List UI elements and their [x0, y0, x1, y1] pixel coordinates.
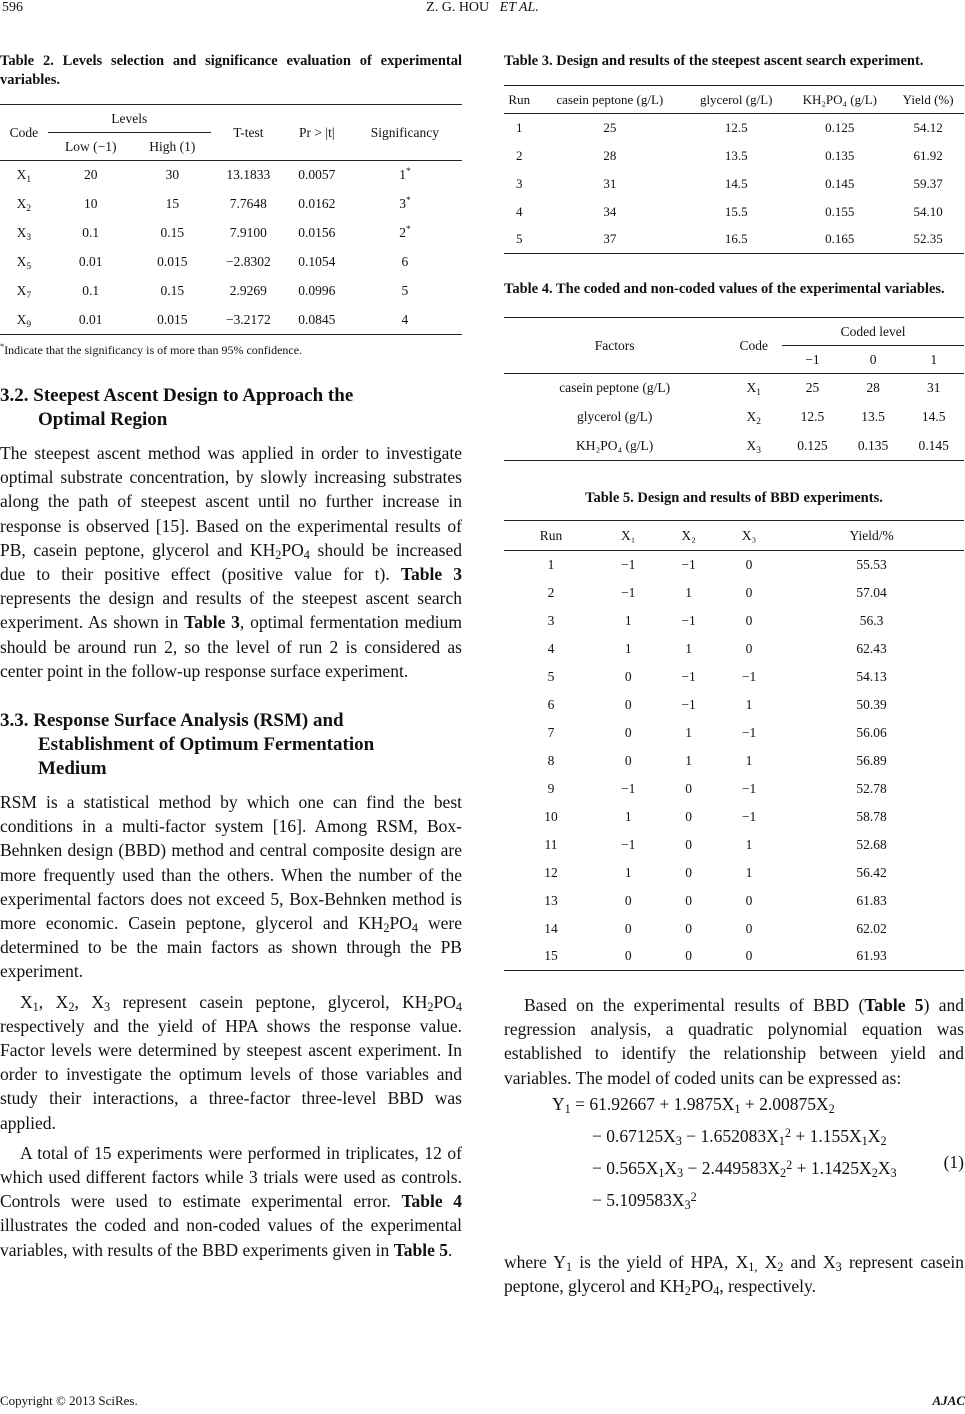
table4-cell-plus1: 14.5 [921, 409, 946, 424]
table2-cell-ttest: 2.9269 [229, 283, 267, 298]
section-3-3-heading [0, 709, 462, 781]
table2-cell-significancy: 1* [399, 167, 411, 183]
table5-cell-run: 8 [547, 752, 555, 768]
table3-caption: Table 3. Design and results of the steepest ascent search experiment. [504, 53, 924, 69]
table2-cell-ttest: −3.2172 [225, 311, 271, 327]
table4-cell-zero: 0.135 [857, 437, 889, 453]
table3-cell-glycerol: 14.5 [724, 175, 748, 191]
table2-cell-code: $X_2$ [16, 196, 32, 214]
left-column [0, 52, 462, 1262]
table5-cell-x3: −1 [741, 668, 757, 684]
table4-cell-minus1: 25 [805, 380, 820, 396]
table5-cell-x2: 1 [685, 640, 692, 656]
table4-header-coded-level: Coded level [782, 318, 964, 346]
table3-cell-run: 1 [516, 119, 523, 135]
table2-cell-ttest: −2.8302 [225, 254, 271, 269]
table5-row [504, 607, 964, 635]
table4-cell-zero: 28 [866, 380, 880, 396]
table2-header-levels: Levels [48, 105, 211, 133]
table5-cell-run: 2 [547, 584, 555, 600]
table5-cell-x2: −1 [681, 612, 696, 628]
table3-header-glycerol: glycerol (g/L) [699, 91, 773, 107]
table3-row [504, 198, 964, 226]
table3-cell-run: 5 [516, 231, 523, 247]
section-3-2-title-line1: 3.2. Steepest Ascent Design to Approach the [0, 385, 354, 406]
section-3-3-title-line3: Medium [38, 758, 107, 780]
table5-cell-x3: 1 [745, 836, 753, 852]
table2-cell-pr: 0.0057 [298, 167, 336, 183]
table5-cell-x3: 0 [745, 948, 753, 964]
table5-cell-run: 5 [547, 668, 555, 684]
table5-row [504, 803, 964, 831]
running-head-author: Z. G. HOU [426, 0, 490, 15]
table2-cell-code: $X_3$ [16, 225, 32, 243]
table2-row [0, 277, 462, 306]
page-number: 596 [2, 0, 23, 15]
table2-cell-code: $X_9$ [16, 311, 32, 330]
table5-cell-yield: 56.42 [856, 864, 887, 880]
table5-cell-x1: −1 [621, 836, 636, 852]
section-3-3-paragraph-1: RSM is a statistical method by which one can find the best conditions in a multi-factor system [16]. Among RSM, Box-Behnken design (BBD) method and central composite design are more frequently used than the others. When the number of the experimental factors does not exceed 5, Box-Behnken method is more economic. Casein peptone, glycerol and $KH_2PO_4$ were determined to be the main factors as shown through the PB experiment. [0, 792, 462, 982]
table5-cell-run: 9 [547, 780, 555, 796]
table3-cell-kh2po4: 0.135 [825, 147, 855, 163]
table4-cell-zero: 13.5 [861, 409, 885, 424]
table5-cell-x2: 0 [685, 920, 692, 936]
running-head [0, 0, 965, 16]
table3-cell-casein: 28 [603, 147, 617, 163]
table5-cell-x3: 0 [745, 584, 753, 600]
table2-cell-ttest: 7.9100 [229, 225, 267, 240]
footnote-star: * [0, 342, 5, 351]
table5-cell-yield: 62.43 [856, 640, 887, 656]
table2-cell-high: 0.15 [160, 283, 185, 298]
table2-cell-low: 0.1 [82, 283, 100, 298]
table2-cell-high: 15 [165, 196, 180, 211]
table3-header-casein: casein peptone (g/L) [556, 91, 664, 107]
table2-cell-low: 10 [83, 196, 98, 211]
table5-cell-x1: 0 [624, 668, 632, 684]
right-paragraph-2: where $Y_1$ is the yield of HPA, $X_{1,}$ $X_2$ and $X_3$ represent casein peptone, glycerol and $KH_2PO_4$, respectively. [504, 1251, 964, 1299]
table5-cell-x3: 0 [745, 640, 753, 656]
table4-header-minus1: −1 [805, 351, 820, 367]
table3-cell-glycerol: 16.5 [724, 231, 748, 247]
table5-cell-x3: −1 [741, 780, 757, 796]
table5-cell-x1: −1 [621, 780, 636, 796]
table5-header-x3: X₃ [741, 527, 757, 543]
table3-cell-run: 4 [516, 203, 523, 219]
journal-name: AJAC [932, 1393, 965, 1408]
table4-row [504, 374, 964, 403]
table5-cell-x2: 1 [685, 584, 692, 600]
table5-cell-yield: 56.3 [859, 612, 884, 628]
section-3-2-title-line2: Optimal Region [38, 409, 168, 430]
right-column [504, 52, 964, 1298]
table5-row [504, 915, 964, 943]
table5-row [504, 635, 964, 663]
table4-header-plus1: 1 [930, 351, 938, 367]
table3 [504, 85, 964, 254]
table2-cell-ttest: 13.1833 [226, 167, 271, 183]
table3-cell-kh2po4: 0.125 [825, 119, 855, 135]
table2-cell-high: 0.015 [157, 311, 188, 327]
running-head-etal: ET AL. [499, 0, 539, 15]
table5-cell-x3: 1 [745, 864, 753, 880]
table5-cell-run: 7 [547, 724, 555, 740]
table5-cell-yield: 62.02 [856, 920, 887, 936]
equation-1: $Y_1 = 61.92667 + 1.9875X_1 + 2.00875X_2$ − $0.67125X_3 - 1.652083X_1^2 + 1.155X_1X_2$ − $0.565X_1X_3 - 2.449583X_2^2 + 1.1425X_2X_3$ − $5.109583X_3^2$ (1) [552, 1093, 964, 1212]
table5-cell-yield: 58.78 [856, 808, 887, 824]
section-3-3-paragraph-2: $X_1$, $X_2$, $X_3$ represent casein peptone, glycerol, $KH_2PO_4$ respectively and the yield of HPA shows the response value. Factor levels were determined by steepest ascent experiment. In order to investigate the optimum levels of those variables and study their interactions, a three-factor three-level BBD was applied. [0, 991, 462, 1133]
table5-row [504, 775, 964, 803]
table4 [504, 317, 964, 461]
table3-row [504, 114, 964, 142]
table5-cell-yield: 52.68 [856, 836, 887, 852]
table5-cell-x3: −1 [741, 808, 757, 824]
table5-cell-yield: 61.93 [856, 948, 887, 964]
table2-header-pr: Pr > |t| [299, 124, 335, 140]
table5-cell-run: 4 [547, 640, 555, 656]
table3-cell-yield: 59.37 [913, 175, 943, 191]
section-3-2-heading [0, 384, 462, 432]
table3-row [504, 170, 964, 198]
table5-row [504, 831, 964, 859]
section-3-3-paragraph-3: A total of 15 experiments were performed in triplicates, 12 of which used different factors while 3 trials were used as controls. Controls were used to estimate experimental error. Table 4 illustrates the coded and non-coded values of the experimental variables, with results of the BBD experiments given in Table 5. [0, 1142, 462, 1260]
table4-cell-code: $X_2$ [746, 409, 761, 427]
table5-row [504, 719, 964, 747]
section-3-2-paragraph: The steepest ascent method was applied in order to investigate optimal substrate concentration, by slowly increasing substrates along the path of steepest ascent until no further increase in response is observed [15]. Based on the experimental results of PB, casein peptone, glycerol and $KH_2PO_4$ should be increased due to their positive effect (positive value for t). Table 3 represents the design and results of the steepest ascent search experiment. As shown in Table 3, optimal fermentation medium should be around run 2, so the level of run 2 is considered as center point in the follow-up response surface experiment. [0, 443, 463, 681]
table4-row [504, 403, 964, 432]
table2-cell-low: 20 [83, 167, 98, 183]
table5-cell-x1: 0 [624, 696, 632, 712]
table3-header-yield: Yield (%) [902, 91, 954, 107]
table5-cell-x1: 1 [624, 612, 632, 628]
table5-cell-x1: −1 [621, 556, 636, 572]
table5-cell-yield: 56.89 [856, 752, 887, 768]
table3-cell-casein: 31 [603, 175, 617, 191]
table5-row [504, 859, 964, 887]
table3-cell-kh2po4: 0.165 [825, 231, 855, 247]
table2-header-significancy: Significancy [370, 124, 440, 140]
table2-cell-pr: 0.0156 [298, 225, 336, 240]
table5-cell-x1: 0 [624, 920, 632, 936]
table4-cell-code: $X_1$ [746, 380, 761, 399]
table5-cell-x3: 0 [745, 920, 753, 936]
table5-cell-x3: 0 [745, 612, 753, 628]
right-paragraph-1: Based on the experimental results of BBD (Table 5) and regression analysis, a quadratic polynomial equation was established to identify the relationship between yield and variables. The model of coded units can be expressed as: [504, 995, 964, 1088]
table5-cell-x2: 1 [685, 724, 692, 740]
table5-cell-x2: −1 [681, 696, 696, 712]
table2-cell-low: 0.01 [78, 311, 103, 327]
table4-caption: Table 4. The coded and non-coded values of the experimental variables. [504, 281, 945, 297]
table3-cell-yield: 54.10 [913, 203, 943, 219]
table5-cell-x2: −1 [681, 556, 696, 572]
table5-cell-run: 12 [544, 864, 558, 880]
table5-cell-yield: 54.13 [856, 668, 887, 684]
table5-cell-x3: 0 [745, 892, 753, 908]
table2-cell-significancy: 2* [399, 225, 411, 240]
copyright: Copyright © 2013 SciRes. [0, 1393, 138, 1408]
table5-cell-run: 11 [544, 836, 558, 852]
table5-cell-run: 13 [544, 892, 558, 908]
section-3-3-title-line1: 3.3. Response Surface Analysis (RSM) and [0, 710, 344, 732]
section-3-3-title-line2: Establishment of Optimum Fermentation [38, 734, 375, 756]
table3-cell-yield: 54.12 [913, 119, 943, 135]
table4-cell-minus1: 12.5 [800, 409, 825, 424]
table5-cell-x2: 1 [685, 752, 692, 768]
table2-row [0, 219, 462, 248]
table5-cell-yield: 50.39 [856, 696, 887, 712]
table4-row [504, 432, 964, 461]
table3-row [504, 142, 964, 170]
table2-cell-pr: 0.1054 [298, 254, 336, 269]
table2-cell-pr: 0.0162 [298, 196, 336, 211]
table5-header-x1: X₁ [620, 527, 636, 543]
table5-cell-x2: 0 [685, 808, 692, 824]
table5-cell-run: 6 [547, 696, 555, 712]
table5-cell-yield: 57.04 [856, 584, 887, 600]
table2-header-code: Code [9, 124, 39, 140]
table5-cell-run: 15 [544, 948, 558, 964]
table3-header-run: Run [508, 91, 531, 107]
table2-cell-significancy: 3* [399, 196, 411, 211]
table2-footnote [0, 343, 462, 358]
table4-header-code: Code [739, 337, 769, 353]
table2-cell-significancy: 6 [401, 254, 409, 269]
table5-row [504, 943, 964, 971]
table2-row [0, 161, 462, 190]
table2-cell-high: 0.015 [157, 254, 188, 269]
table5-header-x2: X₂ [681, 527, 696, 543]
table3-header-kh2po4: KH₂PO₄ (g/L) [802, 91, 877, 107]
table3-cell-casein: 34 [603, 203, 617, 219]
table2-caption: Table 2. Levels selection and significance evaluation of experimental variables. [0, 53, 462, 88]
table3-cell-glycerol: 13.5 [724, 147, 748, 163]
table3-cell-casein: 25 [603, 119, 617, 135]
table5-row [504, 579, 964, 607]
table2-cell-high: 0.15 [160, 225, 185, 240]
table2-row [0, 306, 462, 335]
table5-cell-x1: 0 [624, 948, 632, 964]
table2 [0, 104, 462, 335]
table3-cell-glycerol: 12.5 [724, 119, 748, 135]
table5-row [504, 663, 964, 691]
table2-header-high: High (1) [149, 138, 196, 154]
table4-cell-plus1: 0.145 [918, 437, 949, 453]
table5-row [504, 691, 964, 719]
table5-cell-x1: 1 [624, 640, 632, 656]
table4-cell-factor: casein peptone (g/L) [559, 380, 671, 396]
table2-header-ttest: T-test [233, 124, 264, 140]
table2-cell-significancy: 5 [401, 283, 409, 298]
table5-cell-x2: 0 [685, 892, 692, 908]
table5-cell-x1: 1 [624, 864, 632, 880]
footnote-text: Indicate that the significancy is of more than 95% confidence. [4, 343, 303, 357]
table4-cell-minus1: 0.125 [797, 437, 828, 453]
table5-header-yield: Yield/% [849, 527, 894, 543]
table4-header-zero: 0 [869, 351, 877, 367]
table5-row [504, 747, 964, 775]
table5-cell-x1: 0 [624, 892, 632, 908]
table2-cell-pr: 0.0996 [298, 283, 336, 298]
table5-cell-x1: 1 [624, 808, 632, 824]
table5-cell-yield: 55.53 [856, 556, 887, 572]
table2-cell-code: $X_5$ [16, 254, 32, 272]
table5-cell-x3: 1 [745, 752, 753, 768]
table2-cell-low: 0.1 [82, 225, 100, 240]
table5-cell-x1: 0 [624, 752, 632, 768]
table5-cell-yield: 56.06 [856, 724, 887, 740]
table5-cell-run: 14 [544, 920, 558, 936]
table4-cell-code: $X_3$ [746, 437, 761, 456]
table2-cell-code: $X_1$ [16, 167, 32, 186]
table2-row [0, 248, 462, 277]
table4-cell-factor: glycerol (g/L) [576, 409, 653, 424]
table5-cell-x1: 0 [624, 724, 632, 740]
table3-cell-kh2po4: 0.155 [825, 203, 855, 219]
table5-row [504, 551, 964, 579]
table5-cell-x1: −1 [621, 584, 636, 600]
table2-cell-ttest: 7.7648 [229, 196, 267, 211]
table3-cell-run: 3 [516, 175, 523, 191]
table5-cell-x2: 0 [685, 948, 692, 964]
table5-cell-run: 3 [547, 612, 555, 628]
table3-cell-glycerol: 15.5 [724, 203, 748, 219]
table5-caption: Table 5. Design and results of BBD experiments. [585, 490, 883, 506]
table3-cell-yield: 52.35 [913, 231, 943, 247]
table2-cell-significancy: 4 [401, 311, 409, 327]
table5-cell-x2: 0 [685, 836, 692, 852]
table3-cell-yield: 61.92 [913, 147, 943, 163]
table5-cell-x3: 1 [745, 696, 753, 712]
table2-row [0, 190, 462, 219]
table4-cell-plus1: 31 [926, 380, 941, 396]
table5-cell-x2: 0 [685, 864, 692, 880]
table4-header-factors: Factors [594, 337, 635, 353]
table5-row [504, 887, 964, 915]
table5-cell-yield: 61.83 [856, 892, 887, 908]
table2-cell-pr: 0.0845 [298, 311, 336, 327]
table5 [504, 520, 964, 971]
table2-cell-high: 30 [165, 167, 180, 183]
table2-cell-low: 0.01 [78, 254, 103, 269]
table5-cell-run: 10 [544, 808, 558, 824]
equation-number: (1) [943, 1151, 964, 1172]
table5-cell-x3: −1 [741, 724, 757, 740]
page-footer [0, 1393, 965, 1409]
table5-cell-yield: 52.78 [856, 780, 887, 796]
table5-cell-run: 1 [547, 556, 555, 572]
table2-cell-code: $X_7$ [16, 283, 32, 301]
table5-cell-x2: −1 [681, 668, 696, 684]
table5-cell-x3: 0 [745, 556, 753, 572]
table5-header-run: Run [539, 527, 563, 543]
table4-cell-factor: KH₂PO₄ (g/L) [576, 437, 654, 453]
table2-header-low: Low (−1) [64, 138, 117, 154]
table3-cell-kh2po4: 0.145 [825, 175, 855, 191]
table3-cell-run: 2 [516, 147, 523, 163]
table5-cell-x2: 0 [685, 780, 692, 796]
table3-cell-casein: 37 [603, 231, 617, 247]
table3-row [504, 226, 964, 254]
